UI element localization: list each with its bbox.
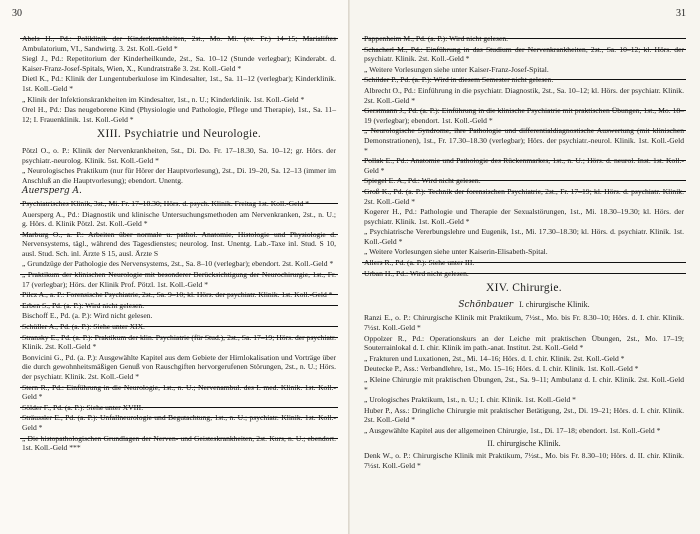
course-entry-text: Ranzi E., o. P.: Chirurgische Klinik mit Praktikum, 7½st., Mo. bis Fr. 8.30–10; Hörs. d. I. chir. Klinik. 7½st. Koll.-Geld * xyxy=(364,313,684,333)
section-title-psychiatrie: XIII. Psychiatrie und Neurologie. xyxy=(96,128,262,141)
course-entry xyxy=(364,426,684,436)
course-entry-text: Schilder P., Pd. (a. P.): Wird in diesem Semester nicht gelesen. xyxy=(364,75,554,85)
course-entry-text: Urban H., Pd.: Wird nicht gelesen. xyxy=(364,268,469,278)
course-entry xyxy=(22,301,336,311)
course-entry-text: Psychiatrisches Klinik, 3st., Mi. Fr. 17–18.30; Hörs. d. psych. Klinik. Freitag 1st. Koll.-Geld * xyxy=(22,198,310,208)
course-entry xyxy=(364,75,684,85)
course-entry-text: „ Neurologische Syndrome, ihre Pathologie und differentialdiagnostische Auswertung (mit klinischen Demonstrationen), 1st., Fr. 17.30–18.30 (verlegbar); Hörs. der psychiatr.-neurol. Klinik. 1st. Koll.-Geld * xyxy=(364,126,684,155)
course-entry-text: Orel H., Pd.: Das neugeborene Kind (Physiologie und Pathologie, Pflege und Therapie), 1st., Sa. 11–12; I. Frauenklinik. 1st. Koll.-Geld * xyxy=(22,105,336,124)
subsection-first-clinic xyxy=(364,300,684,311)
course-entry xyxy=(364,86,684,105)
section-title-chirurgie: XIV. Chirurgie. xyxy=(486,282,562,295)
course-entry-text: „ Frakturen und Luxationen, 2st., Mi. 14–16; Hörs. d. I. chir. Klinik. 2st. Koll.-Geld * xyxy=(364,353,625,363)
course-entry-text: Dietl K., Pd.: Klinik der Lungentuberkulose im Kindesalter, 1st., Sa. 11–12 (verlegbar); Kinderklinik. 1st. Koll.-Geld * xyxy=(22,74,336,93)
course-entry-text: „ Klinik der Infektionskrankheiten im Kindesalter, 1st., n. U.; Kinderklinik. 1st. Koll.-Geld * xyxy=(22,94,305,104)
course-entry xyxy=(22,230,336,259)
course-entry-text: Huber P., Ass.: Dringliche Chirurgie mit praktischer Betätigung, 2st., Di. 19–21; Hörs. d. I. chir. Klinik. 2st. Koll.-Geld * xyxy=(364,405,684,425)
course-entry xyxy=(364,258,684,268)
course-entry-text: Siegl J., Pd.: Repetitorium der Kinderheilkunde, 2st., Sa. 10–12 (Stunde verlegbar); Kinderabt. d. Kaiser-Franz-Josef-Spitals, Wien, X., Kundratstraße 3. 2st. Koll.-Geld * xyxy=(22,54,336,73)
left-column xyxy=(22,34,336,454)
course-entry-text: Deutecke P., Ass.: Verbandlehre, 1st., Mo. 15–16; Hörs. d. I. chir. Klinik. 1st. Koll.-Geld * xyxy=(364,364,639,374)
handwritten-annotation: Auersperg A. xyxy=(22,186,82,197)
course-entry xyxy=(22,353,336,382)
course-entry xyxy=(364,45,684,64)
subsection-second-clinic: II. chirurgische Klinik. xyxy=(487,438,561,448)
course-entry-text: „ Ausgewählte Kapitel aus der allgemeinen Chirurgie, 1st., Di. 17–18; ebendort. 1st. Koll.-Geld * xyxy=(364,425,661,435)
course-entry-text: Pappenheim M., Pd. (a. P.): Wird nicht gelesen. xyxy=(364,34,509,43)
course-entry xyxy=(364,65,684,75)
page-number-right: 31 xyxy=(676,8,686,19)
course-entry xyxy=(22,270,336,289)
subsection-first-clinic-label: I. chirurgische Klinik. xyxy=(519,299,590,309)
left-entries-top xyxy=(22,34,336,124)
right-column xyxy=(364,34,684,471)
course-entry xyxy=(22,259,336,269)
course-entry-text: Groß K., Pd. (a. P.): Technik der forensischen Psychiatrie, 2st., Fr. 17–19; kl. Hörs. d. psychiatr. Klinik. 2st. Koll.-Geld * xyxy=(364,186,684,206)
course-entry xyxy=(22,333,336,352)
course-entry-text: Bischoff E., Pd. (a. P.): Wird nicht gelesen. xyxy=(22,311,153,321)
course-entry xyxy=(364,354,684,364)
course-entry xyxy=(364,313,684,332)
course-entry xyxy=(364,227,684,246)
course-entry-text: Bonvicini G., Pd. (a. P.): Ausgewählte Kapitel aus dem Gebiete der Hirnlokalisation und Vorträge über die durch gewohnheitsmäßigen Genuß von Rauschgiften hervorgerufenen Störungen, 2st., n. U.; Hörs. der psychiatr. Klinik. 2st. Koll.-Geld * xyxy=(22,352,336,381)
course-entry-text: Abels H., Pd.: Poliklinik der Kinderkrankheiten, 2st., Mo. Mi. (ev. Fr.) 14–15; Marialiftes Ambulatorium, VI., Sandwirtg. 3. 2st. Koll.-Geld * xyxy=(22,34,336,53)
course-entry-text: Albrecht O., Pd.: Einführung in die psychiatr. Diagnostik, 2st., Sa. 10–12; kl. Hörs. der psychiatr. Klinik. 2st. Koll.-Geld * xyxy=(364,85,684,105)
course-entry-text: Pollak E., Pd.: Anatomie und Pathologie des Rückenmarkes, 1st., n. U.; Hörs. d. neurol. Inst. 1st. Koll.-Geld * xyxy=(364,156,684,175)
handwritten-note: Schönbauer xyxy=(458,299,514,310)
course-entry xyxy=(22,146,336,165)
course-entry-text: Schacherl M., Pd.: Einführung in das Studium der Nervenkrankheiten, 2st., Sa. 10–12; kl. Hörs. der psychiatr. Klinik. 2st. Koll.-Geld * xyxy=(364,44,684,64)
course-entry-text: Pilcz A., a. P.: Forensische Psychiatrie, 2st., Sa. 9–10; kl. Hörs. der psychiatr. Klinik. 1st. Koll.-Geld * xyxy=(22,290,333,300)
course-entry xyxy=(364,406,684,425)
course-entry-text: Allers R., Pd. (a. P.): Siehe unter III. xyxy=(364,258,475,268)
course-entry xyxy=(364,375,684,394)
course-entry xyxy=(22,210,336,229)
course-entry xyxy=(364,364,684,374)
course-entry-text: Schüller A., Pd. (a. P.): Siehe unter XIX. xyxy=(22,322,145,332)
course-entry-text: Oppolzer R., Pd.: Operationskurs an der Leiche mit praktischen Übungen, 2st., Mo. 17–19; Souterrainlokal d. I. chir. Klinik im path.-anat. Institut. 2st. Koll.-Geld * xyxy=(364,333,684,353)
course-entry-text: Sölder F., Pd. (a. P.): Siehe unter XVIII. xyxy=(22,402,144,412)
course-entry-text: „ Die histopathologischen Grundlagen der Nerven- und Geisteskrankheiten, 2st. Kurs, n. U.; ebendort. 1st. Koll.-Geld *** xyxy=(22,433,336,453)
course-entry-text: Kogerer H., Pd.: Pathologie und Therapie der Sexualstörungen, 1st., Mi. 18.30–19.30; kl. Hörs. der psychiatr. Klinik. 1st. Koll.-Geld * xyxy=(364,207,684,226)
course-entry-text: Stern R., Pd.: Einführung in die Neurologie, 1st., n. U.; Nervenambul. des I. med. Klinik. 1st. Koll.-Geld * xyxy=(22,382,336,402)
course-entry xyxy=(364,334,684,353)
right-entries-top xyxy=(364,34,684,278)
right-entries-mid xyxy=(364,313,684,435)
course-entry xyxy=(364,156,684,175)
course-entry-text: Pötzl O., o. P.: Klinik der Nervenkrankheiten, 5st., Di. Do. Fr. 17–18.30, Sa. 10–12; gr. Hörs. der psychiatr.-neurolog. Klinik. 5st. Koll.-Geld * xyxy=(22,145,336,165)
course-entry xyxy=(22,413,336,432)
page-number-left: 30 xyxy=(12,8,22,19)
course-entry xyxy=(364,247,684,257)
course-entry-text: Denk W., o. P.: Chirurgische Klinik mit Praktikum, 7½st., Mo. bis Fr. 8.30–10; Hörs. d. II. chir. Klinik. 7½st. Koll.-Geld * xyxy=(364,451,684,470)
right-page xyxy=(350,0,700,534)
course-entry xyxy=(22,34,336,53)
course-entry xyxy=(364,187,684,206)
course-entry-text: „ Urologisches Praktikum, 1st., n. U.; I. chir. Klinik. 1st. Koll.-Geld * xyxy=(364,395,576,405)
course-entry xyxy=(364,34,684,44)
course-entry xyxy=(364,451,684,470)
course-entry-text: Auersperg A., Pd.: Diagnostik und klinische Untersuchungsmethoden am Nervenkranken, 2st., n. U.; g. Hörs. d. Klinik Pötzl. 2st. Koll.-Geld * xyxy=(22,209,336,229)
course-entry xyxy=(22,383,336,402)
course-entry-text: Spiegel E. A., Pd.: Wird nicht gelesen. xyxy=(364,176,481,186)
course-entry xyxy=(22,199,336,209)
course-entry xyxy=(364,106,684,125)
course-entry-text: „ Kleine Chirurgie mit praktischen Übungen, 2st., Sa. 9–11; Ambulanz d. I. chir. Klinik. 2st. Koll.-Geld * xyxy=(364,375,684,394)
course-entry-text: Sträussler E., Pd. (a. P.): Unfallneurologie und Begutachtung, 1st., n. U.; psychiatr. Klinik. 1st. Koll.-Geld * xyxy=(22,413,336,432)
course-entry xyxy=(364,176,684,186)
course-entry xyxy=(22,74,336,93)
course-entry xyxy=(22,403,336,413)
course-entry-text: Stransky E., Pd. (a. P.): Praktikum der klin. Psychiatrie (für Stud.), 2st., Sa. 17–19; Hörs. der psychiatr. Klinik. 2st. Koll.-Geld * xyxy=(22,332,336,352)
course-entry xyxy=(22,290,336,300)
course-entry xyxy=(364,395,684,405)
course-entry-text: Erben S., Pd. (a. P.): Wird nicht gelesen. xyxy=(22,300,145,310)
course-entry-text: „ Weitere Vorlesungen siehe unter Kaiserin-Elisabeth-Spital. xyxy=(364,247,548,257)
course-entry xyxy=(22,322,336,332)
course-entry xyxy=(22,95,336,105)
course-entry xyxy=(22,105,336,124)
course-entry-text: „ Neurologisches Praktikum (nur für Hörer der Hauptvorlesung), 2st., Di. 19–20, Sa. 12–13 (immer im Anschluß an die Hauptvorlesung); ebendort. Unentg. xyxy=(22,166,336,185)
course-entry xyxy=(22,166,336,185)
course-entry xyxy=(22,311,336,321)
course-entry-text: „ Grundzüge der Pathologie des Nervensystems, 2st., Sa. 8–10 (verlegbar); ebendort. 2st. Koll.-Geld * xyxy=(22,259,334,269)
course-entry-text: Marburg O., a. P.: Arbeiten über normale u. pathol. Anatomie, Histologie und Physiologie d. Nervensystems, tägl., während des Tagesdienstes; neurolog. Inst. Unentg. Lab.-Taxe inl. Stud. S 10, ausl. Stud. Sch. inl. Ärzte S 15, ausl. Ärzte S xyxy=(22,229,336,258)
left-entries-bottom xyxy=(22,146,336,453)
course-entry xyxy=(22,434,336,453)
right-entries-end xyxy=(364,451,684,470)
course-entry-text: „ Praktikum der klinischen Neurologie mit besonderer Berücksichtigung der Neurochirurgie, 1st., Fr. 17 (verlegbar); Hörs. der Klinik Prof. Pötzl. 1st. Koll.-Geld * xyxy=(22,270,336,289)
course-entry-text: „ Psychiatrische Vererbungslehre und Eugenik, 1st., Mi. 17.30–18.30; kl. Hörs. d. psychiatr. Klinik. 1st. Koll.-Geld * xyxy=(364,227,684,246)
course-entry-text: Gerstmann J., Pd. (a. P.): Einführung in die klinische Psychiatrie mit praktischen Übungen, 1st., Mo. 18–19 (verlegbar); ebendort. 1st. Koll.-Geld * xyxy=(364,106,684,125)
course-entry xyxy=(364,207,684,226)
course-entry xyxy=(364,269,684,279)
course-entry-text: „ Weitere Vorlesungen siehe unter Kaiser-Franz-Josef-Spital. xyxy=(364,64,549,74)
course-entry xyxy=(22,54,336,73)
course-entry xyxy=(364,126,684,155)
